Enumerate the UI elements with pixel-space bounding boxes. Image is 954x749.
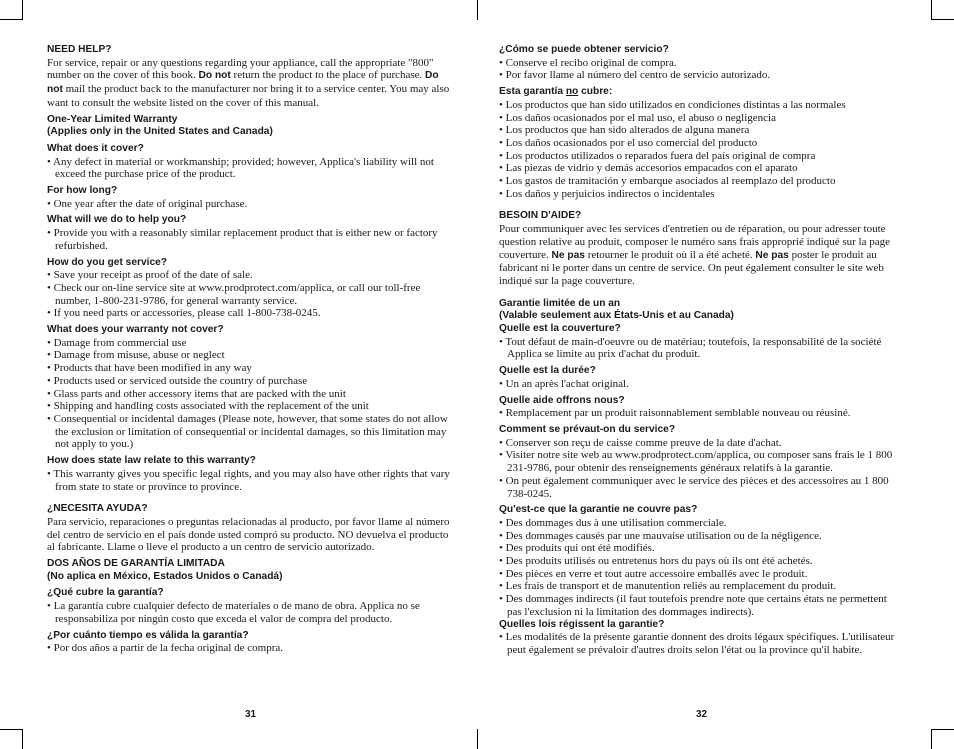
bullet-item: • La garantía cubre cualquier defecto de materiales o de mano de obra. Applica no se responsabiliza por ningún costo que exceda el valor de compra del producto. [47,600,420,625]
section-heading: For how long? [47,185,118,197]
section-heading: Esta garantía no cubre: [499,86,613,98]
section-heading: What does it cover? [47,142,144,154]
bullet-item: • Des produits qui ont été modifiés. [499,542,655,555]
crop-mark [931,0,932,20]
bullet-item: • Los productos que han sido utilizados en condiciones distintas a las normales [499,98,846,111]
page-number-left: 31 [245,709,257,720]
need-help-text: For service, repair or any questions regarding your appliance, call the appropriate "800" number on the cover of this book. Do not return the product to the place of purchase. Do not mail the product back to the manufacturer nor bring it to a service center. You may also want to consult the website listed on the cover of this manual. [47,56,450,109]
bullet-item: • One year after the date of original purchase. [47,197,248,210]
es-help-heading: ¿NECESITA AYUDA? [47,503,148,515]
bullet-item: • Damage from commercial use [47,336,187,349]
fr-warranty-subtitle: (Valable seulement aux États-Unis et au Canada) [499,310,734,322]
bullet-item: • Des produits utilisés ou entretenus hors du pays où ils ont été achetés. [499,555,813,568]
bullet-item: • Des dommages dus à une utilisation commerciale. [499,516,727,529]
section-heading: Quelle est la couverture? [499,323,621,335]
bullet-item: • If you need parts or accessories, please call 1-800-738-0245. [47,307,321,320]
bullet-item: • Conserver son reçu de caisse comme preuve de la date d'achat. [499,436,782,449]
section-heading: Comment se prévaut-on du service? [499,423,676,435]
bullet-item: • Save your receipt as proof of the date of sale. [47,269,253,282]
bullet-item: • Check our on-line service site at www.prodprotect.com/applica, or call our toll-free number, 1-800-231-9786, for general warranty service. [47,281,421,307]
crop-mark [931,729,932,749]
bullet-item: • Los productos que han sido alterados de alguna manera [499,124,750,137]
bullet-item: • Shipping and handling costs associated with the replacement of the unit [47,400,369,413]
warranty-subtitle: (Applies only in the United States and Canada) [47,126,273,138]
bullet-item: • Los productos utilizados o reparados fuera del país original de compra [499,149,816,162]
es-warranty-title: DOS AÑOS DE GARANTÍA LIMITADA [47,558,225,570]
bullet-item: • Remplacement par un produit raisonnablement semblable nouveau ou réusiné. [499,407,851,420]
crop-mark [22,729,23,749]
bullet-item: • Las piezas de vidrio y demás accesorios empacados con el aparato [499,162,798,175]
bullet-item: • Por dos años a partir de la fecha original de compra. [47,642,283,655]
bullet-item: • On peut également communiquer avec le service des pièces et des accessoires au 1 800 738-0245. [499,474,889,500]
section-heading: Quelle aide offrons nous? [499,394,625,406]
bullet-item: • Consequential or incidental damages (Please note, however, that some states do not allow the exclusion or limitation of consequential or incidental damages, so this limitation may not apply to you.) [47,412,448,451]
bullet-item: • This warranty gives you specific legal rights, and you may also have other rights that vary from state to state or province to province. [47,467,450,493]
bullet-item: • Des dommages causés par une mauvaise utilisation ou de la négligence. [499,529,822,542]
crop-mark [0,729,22,730]
section-heading: Quelle est la durée? [499,365,596,377]
need-help-heading: NEED HELP? [47,44,112,55]
bullet-item: • Un an après l'achat original. [499,377,629,390]
fr-warranty-title: Garantie limitée de un an [499,297,621,309]
crop-mark [932,19,954,20]
bullet-item: • Des dommages indirects (il faut toutefois prendre note que certains états ne permettent pas l'exclusion ni la limitation des dommages indirects). [499,593,887,618]
section-heading: Quelles lois régissent la garantie? [499,618,665,630]
bullet-item: • Los daños y perjuicios indirectos o incidentales [499,187,715,200]
section-heading: Qu'est-ce que la garantie ne couvre pas? [499,504,698,516]
bullet-item: • Les modalités de la présente garantie donnent des droits légaux spécifiques. L'utilisateur peut également se prévaloir d'autres droits selon l'état ou la province qu'il habite. [499,631,895,656]
right-page-column [499,44,903,657]
bullet-item: • Los gastos de tramitación y embarque asociados al reemplazo del producto [499,175,836,188]
bullet-item: • Por favor llame al número del centro de servicio autorizado. [499,69,771,82]
bullet-item: • Products used or serviced outside the country of purchase [47,374,308,387]
fr-help-heading: BESOIN D'AIDE? [499,210,582,222]
bullet-item: • Conserve el recibo original de compra. [499,56,677,69]
bullet-item: • Any defect in material or workmanship; provided; however, Applica's liability will not exceed the purchase price of the product. [47,155,434,181]
section-heading: What does your warranty not cover? [47,324,224,336]
left-page-column [47,44,455,655]
bullet-item: • Los daños ocasionados por el uso comercial del producto [499,136,758,149]
crop-mark [477,0,478,20]
bullet-item: • Provide you with a reasonably similar replacement product that is either new or factory refurbished. [47,227,438,252]
section-heading: ¿Por cuánto tiempo es válida la garantía? [47,629,249,641]
bullet-item: • Products that have been modified in any way [47,362,252,375]
page-number-right: 32 [696,709,708,720]
bullet-item: • Los daños ocasionados por el mal uso, el abuso o negligencia [499,111,776,124]
fr-help-text: Pour communiquer avec les services d'entretien ou de réparation, ou pour adresser toute question relative au produit, composer le numéro sans frais approprié indiqué sur la page couverture. Ne pas retourner le produit où il a été acheté. Ne pas poster le produit au fabricant ni le porter dans un centre de service. On peut également consulter le site web indiqué sur la page couverture. [499,223,890,287]
section-heading: ¿Qué cubre la garantía? [47,587,164,599]
section-heading: ¿Cómo se puede obtener servicio? [499,44,669,55]
crop-mark [22,0,23,20]
bullet-item: • Visiter notre site web au www.prodprotect.com/applica, ou composer sans frais le 1 800 231-9786, pour obtenir des renseignements généraux relatifs à la garantie. [499,449,893,475]
crop-mark [932,729,954,730]
bullet-item: • Tout défaut de main-d'oeuvre ou de matériau; toutefois, la responsabilité de la société Applica se limite au prix d'achat du produit. [499,335,882,361]
section-heading: How does state law relate to this warranty? [47,455,256,467]
section-heading: How do you get service? [47,256,168,268]
section-heading: What will we do to help you? [47,214,187,226]
bullet-item: • Damage from misuse, abuse or neglect [47,349,225,362]
crop-mark [477,729,478,749]
warranty-title: One-Year Limited Warranty [47,113,178,125]
es-help-text: Para servicio, reparaciones o preguntas relacionadas al producto, por favor llame al número del centro de servicio en el país donde usted compró su producto. NO devuelva el producto al fabricante. Llame o lleve el producto a un centro de servicio autorizado. [47,515,450,554]
bullet-item: • Des pièces en verre et tout autre accessoire emballés avec le produit. [499,567,808,580]
bullet-item: • Glass parts and other accessory items that are packed with the unit [47,387,346,400]
bullet-item: • Les frais de transport et de manutention reliés au remplacement du produit. [499,580,837,593]
es-warranty-subtitle: (No aplica en México, Estados Unidos o Canadá) [47,570,283,582]
crop-mark [0,19,22,20]
